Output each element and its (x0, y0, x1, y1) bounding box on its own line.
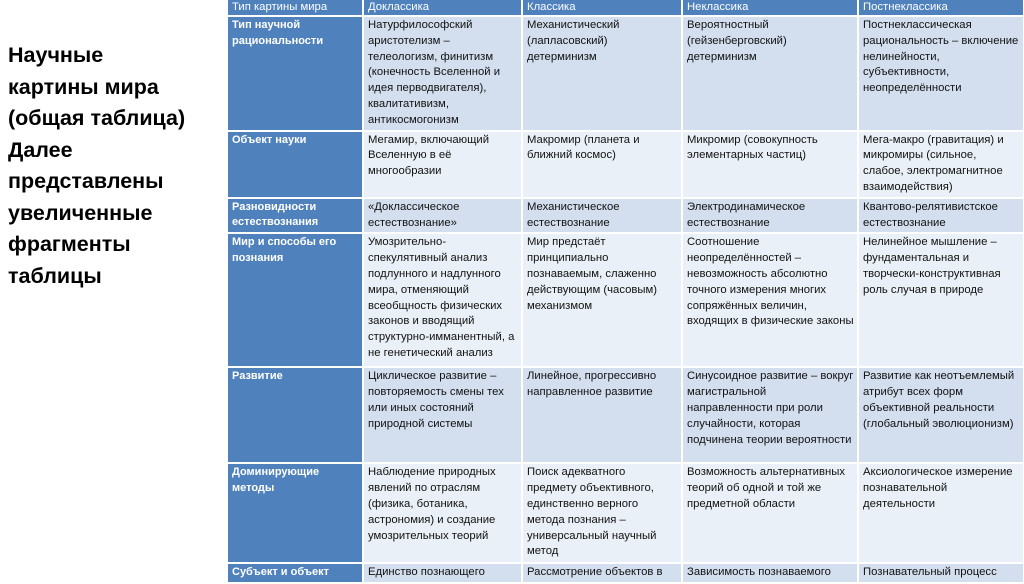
row-header: Субъект и объект (228, 563, 363, 583)
table-cell: Поиск адекватного предмету объективного, единственно верного метода познания – универсальный научный метод (522, 463, 682, 563)
table-cell: Мир предстаёт принципиально познаваемым, слаженно действующим (часовым) механизмом (522, 233, 682, 367)
table-header-row (228, 0, 1024, 16)
table-row (228, 367, 1024, 463)
table-cell: Механистический (лапласовский) детерминизм (522, 16, 682, 131)
row-header: Разновидности естествознания (228, 198, 363, 234)
row-header: Тип научной рациональности (228, 16, 363, 131)
table-row (228, 16, 1024, 131)
table-cell: Нелинейное мышление – фундаментальная и творчески-конструктивная роль случая в природе (858, 233, 1024, 367)
table-cell: Единство познающего (363, 563, 522, 583)
column-header: Доклассика (363, 0, 522, 16)
slide-title-line: увеличенные (8, 200, 153, 225)
table-cell: Познавательный процесс (858, 563, 1024, 583)
table-cell: Рассмотрение объектов в (522, 563, 682, 583)
table-cell: Синусоидное развитие – вокруг магистральной направленности при роли случайности, которая подчинена теории вероятности (682, 367, 858, 463)
table-cell: Постнеклассическая рациональность – включение нелинейности, субъективности, неопределённости (858, 16, 1024, 131)
world-pictures-table (228, 0, 1024, 584)
slide-title (8, 40, 223, 292)
table-cell: Макромир (планета и ближний космос) (522, 131, 682, 198)
table-cell: Электродинамическое естествознание (682, 198, 858, 234)
table-cell: Аксиологическое измерение познавательной деятельности (858, 463, 1024, 563)
slide-title-line: таблицы (8, 263, 102, 288)
row-header: Объект науки (228, 131, 363, 198)
slide-title-line: картины мира (8, 74, 159, 99)
slide-title-line: Далее (8, 137, 73, 162)
table-cell: Соотношение неопределённостей – невозможность абсолютно точного измерения многих сопряжённых величин, входящих в физические законы (682, 233, 858, 367)
slide-title-line: Научные (8, 43, 104, 67)
slide-title-line: представлены (8, 169, 164, 193)
table-cell: Механистическое естествознание (522, 198, 682, 234)
table-row (228, 198, 1024, 234)
table-cell: Циклическое развитие – повторяемость смены тех или иных состояний природной системы (363, 367, 522, 463)
column-header: Постнеклассика (858, 0, 1024, 16)
table-cell: Вероятностный (гейзенберговский) детерминизм (682, 16, 858, 131)
table-cell: Натурфилософский аристотелизм – телеологизм, финитизм (конечность Вселенной и идея перводвигателя), квалитативизм, антикосмогонизм (363, 16, 522, 131)
table-cell: Микромир (совокупность элементарных частиц) (682, 131, 858, 198)
column-header: Классика (522, 0, 682, 16)
table-row (228, 131, 1024, 198)
table-cell: «Доклассическое естествознание» (363, 198, 522, 234)
table-cell: Умозрительно-спекулятивный анализ подлунного и надлунного мира, отменяющий всеобщность физических законов и вводящий структурно-имманентный, а не генетический анализ (363, 233, 522, 367)
slide-title-line: фрагменты (8, 232, 131, 256)
table-cell: Развитие как неотъемлемый атрибут всех форм объективной реальности (глобальный эволюционизм) (858, 367, 1024, 463)
table-cell: Зависимость познаваемого (682, 563, 858, 583)
table-row (228, 563, 1024, 583)
row-header: Развитие (228, 367, 363, 463)
table-cell: Наблюдение природных явлений по отраслям (физика, ботаника, астрономия) и создание умозрительных теорий (363, 463, 522, 563)
table-cell: Линейное, прогрессивно направленное развитие (522, 367, 682, 463)
slide-title-line: (общая таблица) (8, 106, 186, 130)
table-cell: Возможность альтернативных теорий об одной и той же предметной области (682, 463, 858, 563)
table-cell: Квантово-релятивистское естествознание (858, 198, 1024, 234)
table-cell: Мегамир, включающий Вселенную в её многообразии (363, 131, 522, 198)
row-header: Доминирующие методы (228, 463, 363, 563)
column-header: Неклассика (682, 0, 858, 16)
column-header: Тип картины мира (228, 0, 363, 16)
row-header: Мир и способы его познания (228, 233, 363, 367)
table-cell: Мега-макро (гравитация) и микромиры (сильное, слабое, электромагнитное взаимодействия) (858, 131, 1024, 198)
table-row (228, 233, 1024, 367)
table-row (228, 463, 1024, 563)
